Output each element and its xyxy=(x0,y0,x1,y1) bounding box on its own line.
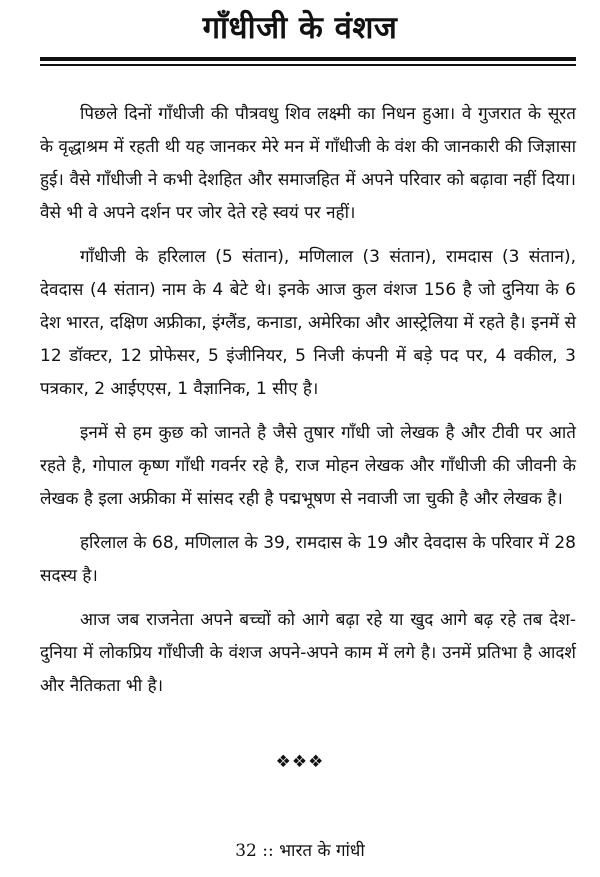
paragraph-1: पिछले दिनों गाँधीजी की पौत्रवधु शिव लक्ष्मी का निधन हुआ। वे गुजरात के सूरत के वृद्धाश्रम में रहती थी यह जानकर मेरे मन में गाँधीजी के वंश की जानकारी की जिज्ञासा हुई। वैसे गाँधीजी ने कभी देशहित और समाजहित में अपने परिवार को बढ़ावा नहीं दिया। वैसे भी वे अपने दर्शन पर जोर देते रहे स्वयं पर नहीं। xyxy=(40,104,576,223)
article-body xyxy=(40,98,576,714)
paragraph-5: आज जब राजनेता अपने बच्चों को आगे बढ़ा रहे या खुद आगे बढ़ रहे तब देश-दुनिया में लोकप्रिय गाँधीजी के वंशज अपने-अपने काम में लगे है। उनमें प्रतिभा है आदर्श और नैतिकता भी है। xyxy=(40,610,576,696)
title-rule-thick xyxy=(40,57,576,61)
title-rule-thin xyxy=(40,64,576,66)
page-title: गाँधीजी के वंशज xyxy=(202,10,398,46)
paragraph-2: गाँधीजी के हरिलाल (5 संतान), मणिलाल (3 संतान), रामदास (3 संतान), देवदास (4 संतान) नाम के 4 बेटे थे। इनके आज कुल वंशज 156 है जो दुनिया के 6 देश भारत, दक्षिण अफ्रीका, इंग्लैंड, कनाडा, अमेरिका और आस्ट्रेलिया में रहते है। इनमें से 12 डॉक्टर, 12 प्रोफेसर, 5 इंजीनियर, 5 निजी कंपनी में बड़े पद पर, 4 वकील, 3 पत्रकार, 2 आईएएस, 1 वैज्ञानिक, 1 सीए है। xyxy=(40,247,576,399)
section-end-ornament: ❖❖❖ xyxy=(275,752,325,772)
paragraph-4: हरिलाल के 68, मणिलाल के 39, रामदास के 19 और देवदास के परिवार में 28 सदस्य है। xyxy=(40,533,576,586)
paragraph-3: इनमें से हम कुछ को जानते है जैसे तुषार गाँधी जो लेखक है और टीवी पर आते रहते है, गोपाल कृष्ण गाँधी गवर्नर रहे है, राज मोहन लेखक और गाँधीजी की जीवनी के लेखक है इला अफ्रीका में सांसद रही है पद्मभूषण से नवाजी जा चुकी है और लेखक है। xyxy=(40,423,576,509)
page-footer: 32 :: भारत के गांधी xyxy=(235,841,365,861)
